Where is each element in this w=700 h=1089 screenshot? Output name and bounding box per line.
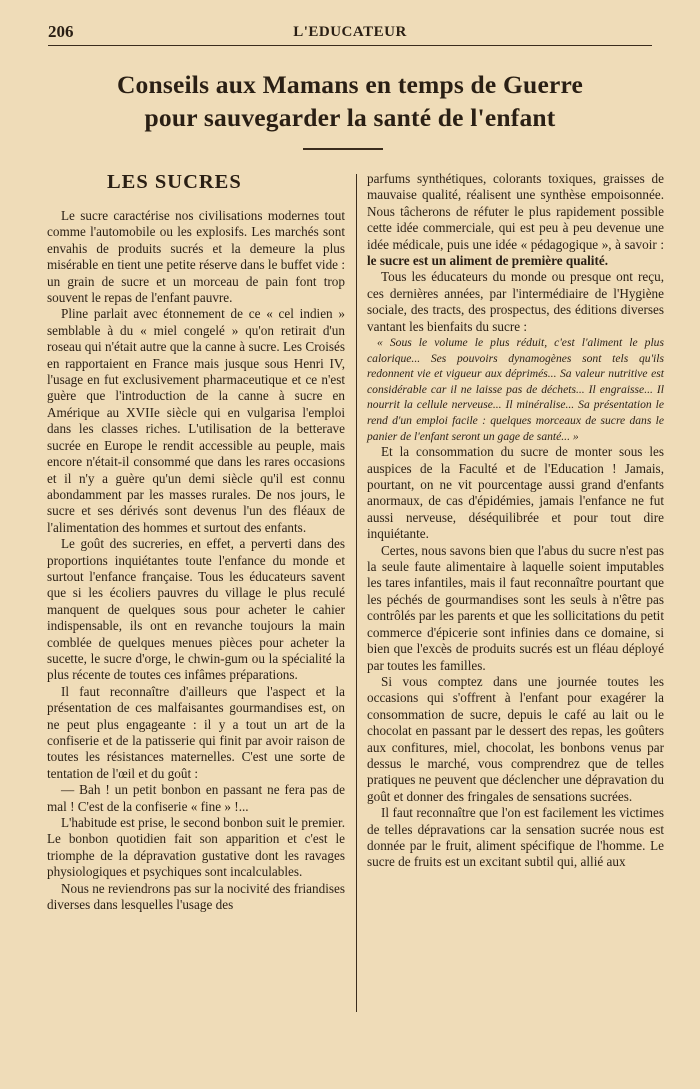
- column-divider: [356, 174, 357, 1012]
- article-title-line-2: pour sauvegarder la santé de l'enfant: [144, 103, 556, 132]
- paragraph: Tous les éducateurs du monde ou presque ont reçu, ces dernières années, par l'intermédiaire de l'Hygiène sociale, des tracts, des prospectus, des éditions diverses vantant les bienfaits du sucre :: [367, 269, 664, 334]
- paragraph: Il faut reconnaître que l'on est facilement les victimes de telles dépravations car la sensation sucrée nous est donnée par le fruit, aliment spécifique de l'homme. Le sucre de fruits est un excitant subtil qui, allié aux: [367, 805, 664, 870]
- paragraph: Pline parlait avec étonnement de ce « cel indien » semblable à du « miel congelé » qu'on retirait d'un roseau qui n'était autre que la canne à sucre. Les Croisés en rapportaient en France mais jusque sous Henri IV, l'usage en fut exclusivement pharmaceutique et ce n'est guère que l'introduction de la canne à sucre en Amérique au XVIIe siècle qui en vulgarisa l'emploi dans les classes riches. L'utilisation de la betterave sucrée en Europe le rendit accessible au peuple, mais encore n'était-il consommé que dans les rares occasions et il n'y a guère qu'un demi siècle qu'il est connu abondamment par les masses rurales. De nos jours, le sucre et ses dérivés sont devenus l'un des fléaux de l'alimentation des hommes et surtout des enfants.: [47, 306, 345, 535]
- paragraph: [367, 171, 664, 269]
- paragraph: Le sucre caractérise nos civilisations modernes tout comme l'automobile ou les explosifs. Les marchés sont envahis de produits sucrés et la demeure la plus misérable en tient une petite réserve dans le buffet vide : un grain de sucre et un morceau de pain font trop souvent le repas de l'enfant pauvre.: [47, 208, 345, 306]
- article-title-line-1: Conseils aux Mamans en temps de Guerre: [116, 70, 584, 99]
- paragraph: Si vous comptez dans une journée toutes les occasions qui s'offrent à l'enfant pour exagérer la consommation de sucre, depuis le café au lait ou le chocolat en passant par le dessert des repas, les goûters aux confitures, miel, chocolat, les bonbons venus par dessus le marché, vous comprendrez que de telles pratiques ne peuvent que déclencher une dépravation du goût et donner des fringales de sensations sucrées.: [367, 673, 664, 804]
- emphasis-text: le sucre est un aliment de première qualité.: [367, 253, 609, 269]
- paragraph: Nous ne reviendrons pas sur la nocivité des friandises diverses dans lesquelles l'usage des: [47, 880, 345, 913]
- title-rule: [303, 148, 383, 150]
- journal-name: L'EDUCATEUR: [293, 24, 407, 40]
- header-rule: [48, 45, 652, 46]
- section-title: LES SUCRES: [107, 171, 242, 193]
- paragraph: Certes, nous savons bien que l'abus du sucre n'est pas la seule faute alimentaire à laquelle soient imputables les tares infantiles, mais il faut reconnaître pourtant que les péchés de gourmandises sont les seuls à n'être pas contrôlés par les parents et que les sollicitations du petit commerce d'épicerie sont infinies dans ce domaine, si bien que l'excès de produits sucrés est un fléau déployé par toutes les familles.: [367, 542, 664, 673]
- paragraph: — Bah ! un petit bonbon en passant ne fera pas de mal ! C'est de la confiserie « fine » !...: [47, 782, 345, 814]
- paragraph: Le goût des sucreries, en effet, a perverti dans des proportions inquiétantes toute l'enfance du monde et surtout l'enfance française. Tous les éducateurs savent que si les écoliers pauvres du village le plus reculé manquent de quelques sous pour acheter le cahier indispensable, ils ont en revanche toujours la main comblée de quelques menues pièces pour acheter la sucette, le sucre d'orge, le chwin-gum ou la spécialité la plus récente de toutes ces infâmes préparations.: [47, 536, 345, 683]
- right-column: [367, 171, 664, 871]
- running-head: [48, 22, 652, 44]
- article-title: [48, 68, 652, 134]
- paragraph: Et la consommation du sucre de monter sous les auspices de la Faculté et de l'Education ! Jamais, pourtant, on ne vit pourcentage aussi grand d'enfants anormaux, de cas d'épidémies, jamais l'enfance ne fut aussi nerveuse, déséquilibrée et pour tout dire inquiétante.: [367, 444, 664, 542]
- paragraph-text: parfums synthétiques, colorants toxiques, graisses de mauvaise qualité, réalisent une synthèse empoisonnée. Nous tâcherons de réfuter le plus rapidement possible cette idée commerciale, qui est peu à peu devenue une idée médicale, puis une idée « pédagogique », à savoir :: [367, 171, 664, 252]
- paragraph: L'habitude est prise, le second bonbon suit le premier. Le bonbon quotidien fait son apparition et c'est le triomphe de la dépravation gustative dont les ravages physiologiques et psychiques sont incalculables.: [47, 815, 345, 880]
- page-number: 206: [48, 22, 74, 41]
- quotation: « Sous le volume le plus réduit, c'est l'aliment le plus calorique... Ses pouvoirs dynamogènes sont tels qu'ils redonnent vie et vigueur aux déprimés... Sa valeur nutritive est considérable car il ne laisse pas de déchets... Il engraisse... Il nourrit la cellule nerveuse... Il minéralise... Sa présentation le rend d'un emploi facile : quelques morceaux de sucre dans le panier de l'enfant seront un gage de santé... »: [367, 336, 664, 443]
- left-column: [47, 170, 345, 913]
- paragraph: Il faut reconnaître d'ailleurs que l'aspect et la présentation de ces malfaisantes gourmandises est, on ne peut plus engageante : il y a tout un art de la confiserie et de la patisserie qui finit par avoir raison de toutes les résistances maternelles. C'est une sorte de tentation de l'œil et du goût :: [47, 683, 345, 781]
